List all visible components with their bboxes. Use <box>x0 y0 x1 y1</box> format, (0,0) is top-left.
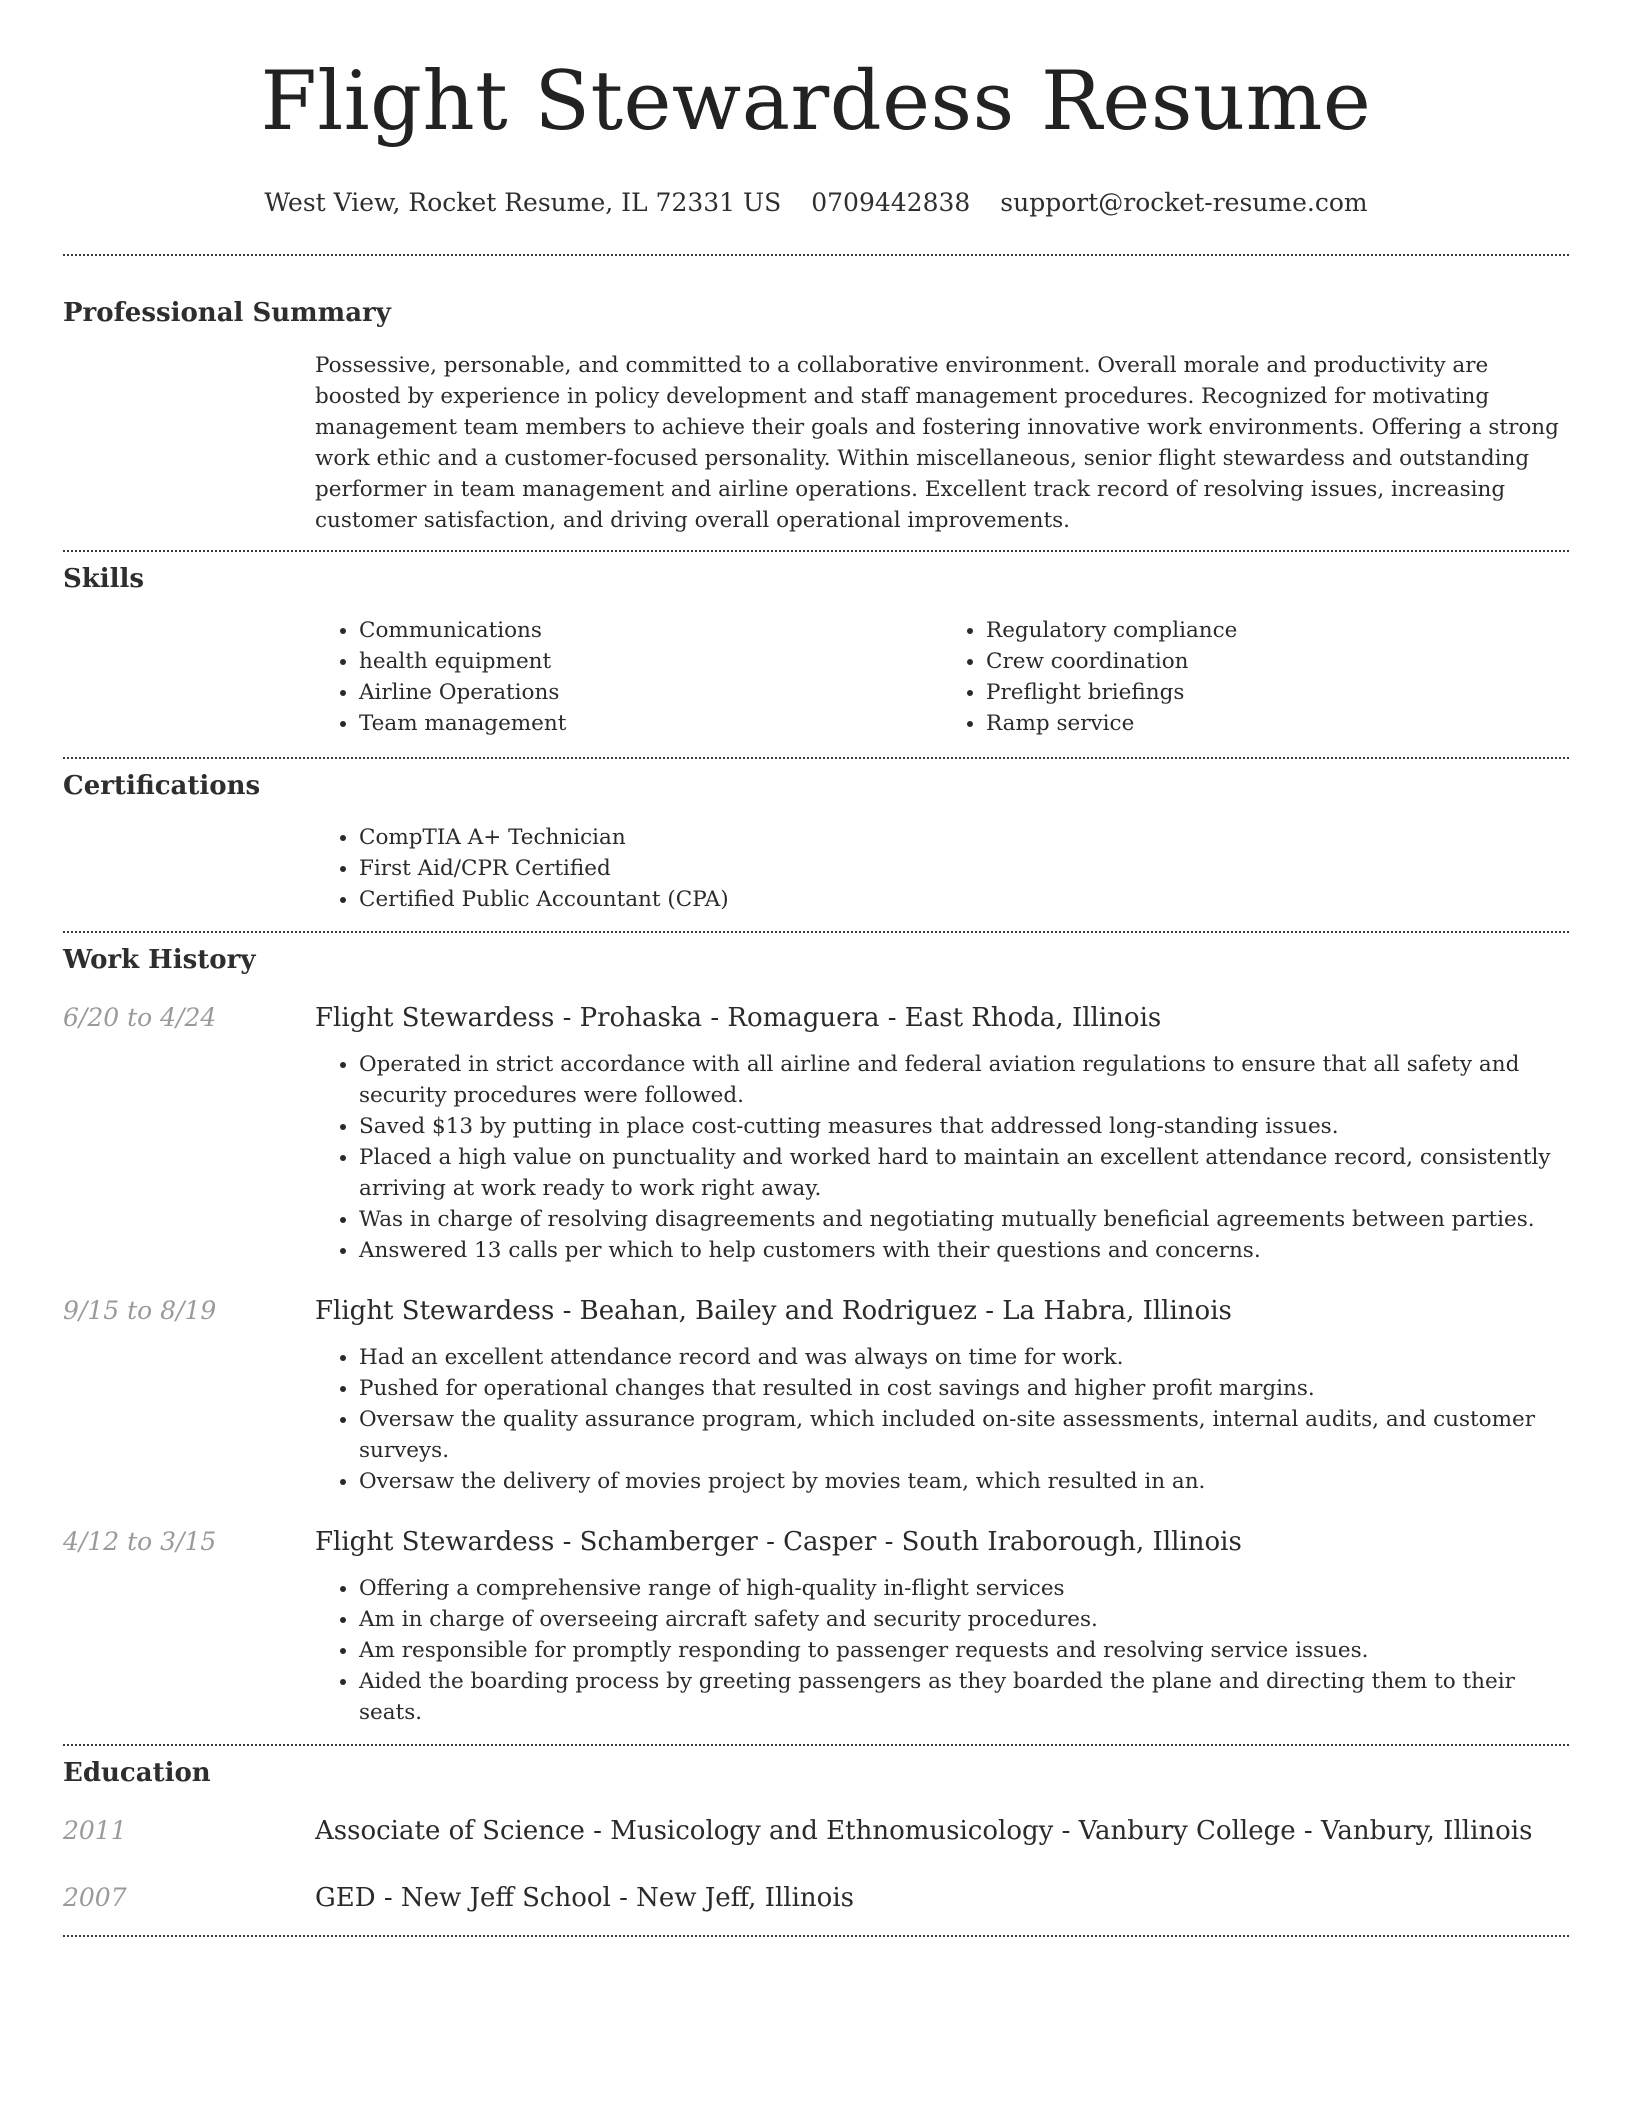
section-heading-summary: Professional Summary <box>63 298 391 328</box>
list-item: • Preflight briefings <box>986 677 1569 708</box>
divider <box>63 1744 1569 1746</box>
job-title: Flight Stewardess - Schamberger - Casper - South Iraborough, Illinois <box>315 1527 1242 1557</box>
job-header <box>63 1525 1569 1559</box>
certifications-section <box>63 769 1569 915</box>
job-title: Flight Stewardess - Prohaska - Romaguera - East Rhoda, Illinois <box>315 1003 1162 1033</box>
job-bullets <box>315 1573 1569 1728</box>
job-dates: 4/12 to 3/15 <box>63 1527 217 1556</box>
education-year: 2007 <box>63 1883 127 1912</box>
contact-phone: 0709442838 <box>811 188 971 217</box>
job-bullets <box>315 1049 1569 1266</box>
list-item: • Crew coordination <box>986 646 1569 677</box>
education-detail: Associate of Science - Musicology and Ethnomusicology - Vanbury College - Vanbury, Illinois <box>315 1816 1533 1846</box>
list-item: • health equipment <box>359 646 942 677</box>
list-item: • Answered 13 calls per which to help customers with their questions and concerns. <box>359 1235 1569 1266</box>
education-detail: GED - New Jeff School - New Jeff, Illinois <box>315 1883 854 1913</box>
section-heading-certifications: Certifications <box>63 771 261 801</box>
section-heading-work-history: Work History <box>63 945 256 975</box>
certifications-list <box>315 822 1569 915</box>
job-bullets <box>315 1342 1569 1497</box>
list-item: • Communications <box>359 615 942 646</box>
divider <box>63 254 1569 256</box>
skills-grid <box>315 615 1569 739</box>
summary-text: Possessive, personable, and committed to a collaborative environment. Overall morale and productivity are boosted by experience in policy development and staff management procedures. Recognized for motivating management team members to achieve their goals and fostering innovative work environments. Offering a strong work ethic and a customer-focused personality. Within miscellaneous, senior flight stewardess and outstanding performer in team management and airline operations. Excellent track record of resolving issues, increasing customer satisfaction, and driving overall operational improvements. <box>315 353 1559 533</box>
education-section <box>63 1756 1569 1915</box>
list-item: • Certified Public Accountant (CPA) <box>359 884 1569 915</box>
divider <box>63 757 1569 759</box>
job-entry <box>63 1525 1569 1728</box>
list-item: • Ramp service <box>986 708 1569 739</box>
job-title: Flight Stewardess - Beahan, Bailey and Rodriguez - La Habra, Illinois <box>315 1296 1232 1326</box>
divider <box>63 1935 1569 1937</box>
section-heading-skills: Skills <box>63 564 145 594</box>
page-title: Flight Stewardess Resume <box>260 55 1372 149</box>
skills-list-left <box>315 615 942 739</box>
list-item: • Was in charge of resolving disagreements and negotiating mutually beneficial agreements between parties. <box>359 1204 1569 1235</box>
job-entry <box>63 1294 1569 1497</box>
skills-section <box>63 562 1569 739</box>
summary-section <box>63 296 1569 536</box>
education-year: 2011 <box>63 1816 127 1845</box>
list-item: • Oversaw the delivery of movies project by movies team, which resulted in an. <box>359 1466 1569 1497</box>
list-item: • Offering a comprehensive range of high-quality in-flight services <box>359 1573 1569 1604</box>
list-item: • Am in charge of overseeing aircraft safety and security procedures. <box>359 1604 1569 1635</box>
list-item: • CompTIA A+ Technician <box>359 822 1569 853</box>
divider <box>63 550 1569 552</box>
list-item: • Am responsible for promptly responding to passenger requests and resolving service issues. <box>359 1635 1569 1666</box>
list-item: • Team management <box>359 708 942 739</box>
list-item: • Had an excellent attendance record and was always on time for work. <box>359 1342 1569 1373</box>
education-entry <box>63 1881 1569 1915</box>
job-entry <box>63 1001 1569 1266</box>
list-item: • Regulatory compliance <box>986 615 1569 646</box>
job-dates: 6/20 to 4/24 <box>63 1003 217 1032</box>
list-item: • First Aid/CPR Certified <box>359 853 1569 884</box>
education-entry <box>63 1814 1569 1848</box>
list-item: • Oversaw the quality assurance program, which included on-site assessments, internal audits, and customer surveys. <box>359 1404 1569 1466</box>
skills-list-right <box>942 615 1569 739</box>
contact-line <box>63 186 1569 220</box>
job-header <box>63 1001 1569 1035</box>
list-item: • Saved $13 by putting in place cost-cutting measures that addressed long-standing issues. <box>359 1111 1569 1142</box>
contact-address: West View, Rocket Resume, IL 72331 US <box>264 188 782 217</box>
section-heading-education: Education <box>63 1758 211 1788</box>
list-item: • Airline Operations <box>359 677 942 708</box>
list-item: • Operated in strict accordance with all airline and federal aviation regulations to ensure that all safety and security procedures were followed. <box>359 1049 1569 1111</box>
list-item: • Aided the boarding process by greeting passengers as they boarded the plane and directing them to their seats. <box>359 1666 1569 1728</box>
list-item: • Pushed for operational changes that resulted in cost savings and higher profit margins. <box>359 1373 1569 1404</box>
divider <box>63 931 1569 933</box>
job-header <box>63 1294 1569 1328</box>
contact-email: support@rocket-resume.com <box>1000 188 1368 217</box>
work-history-section <box>63 943 1569 1728</box>
job-dates: 9/15 to 8/19 <box>63 1296 217 1325</box>
list-item: • Placed a high value on punctuality and worked hard to maintain an excellent attendance record, consistently arriving at work ready to work right away. <box>359 1142 1569 1204</box>
